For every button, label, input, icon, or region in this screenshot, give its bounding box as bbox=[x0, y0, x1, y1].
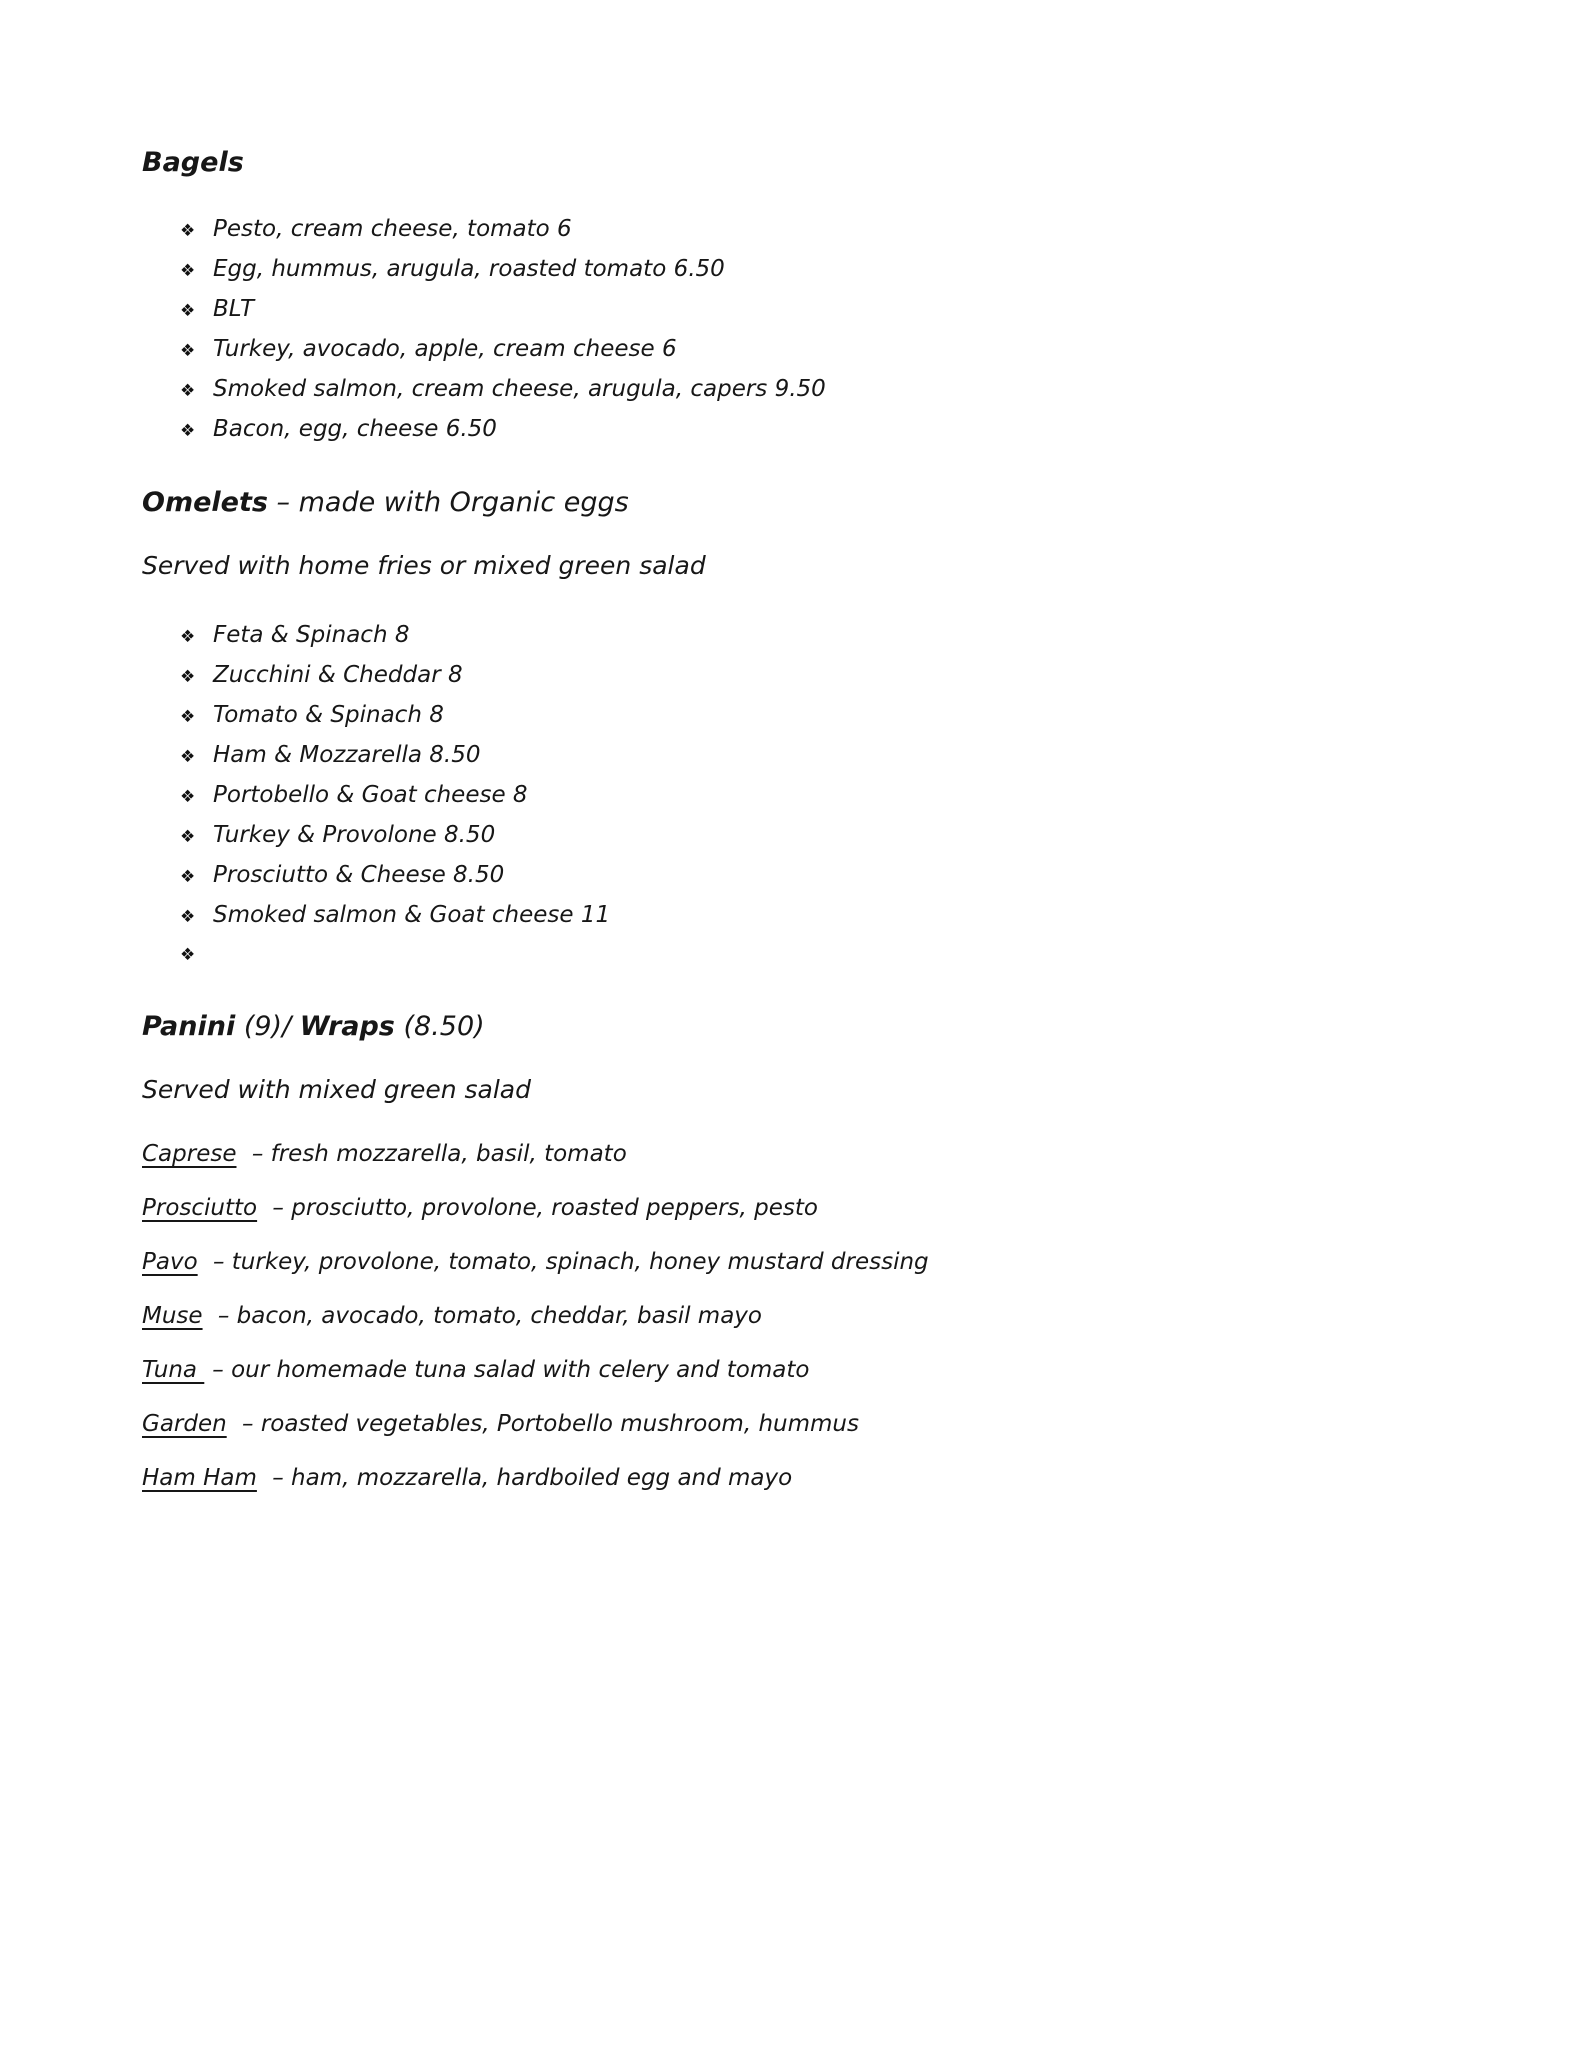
list-item bbox=[180, 616, 1452, 656]
diamond-bullet-icon: ❖ bbox=[180, 341, 196, 361]
list-item bbox=[180, 696, 1452, 736]
entry-name: Ham Ham bbox=[142, 1465, 257, 1491]
entry-desc: – our homemade tuna salad with celery and tomato bbox=[212, 1357, 810, 1383]
omelets-title bbox=[142, 486, 1452, 520]
entry-name: Garden bbox=[142, 1411, 227, 1437]
diamond-bullet-icon: ❖ bbox=[180, 381, 196, 401]
bagels-title: Bagels bbox=[142, 147, 244, 178]
panini-title bbox=[142, 1010, 1452, 1044]
entry-desc: – fresh mozzarella, basil, tomato bbox=[251, 1141, 627, 1167]
omelets-note: Served with home fries or mixed green salad bbox=[142, 551, 706, 580]
list-item bbox=[180, 856, 1452, 896]
diamond-bullet-icon: ❖ bbox=[180, 221, 196, 241]
omelets-title-word: Omelets bbox=[142, 487, 268, 518]
item-text: Portobello & Goat cheese 8 bbox=[213, 782, 528, 808]
item-text: Feta & Spinach 8 bbox=[213, 622, 410, 648]
omelets-title-suffix: – made with Organic eggs bbox=[267, 487, 629, 518]
diamond-bullet-icon: ❖ bbox=[180, 867, 196, 887]
diamond-bullet-icon: ❖ bbox=[180, 627, 196, 647]
item-text: Ham & Mozzarella 8.50 bbox=[213, 742, 481, 768]
item-text: Prosciutto & Cheese 8.50 bbox=[213, 862, 505, 888]
item-text: Egg, hummus, arugula, roasted tomato 6.50 bbox=[213, 256, 725, 282]
list-item bbox=[180, 656, 1452, 696]
list-item bbox=[180, 936, 1452, 974]
diamond-bullet-icon: ❖ bbox=[180, 787, 196, 807]
list-item bbox=[180, 896, 1452, 936]
wraps-title-word: Wraps bbox=[299, 1011, 395, 1042]
diamond-bullet-icon: ❖ bbox=[180, 667, 196, 687]
list-item bbox=[180, 410, 1452, 450]
entry-desc: – roasted vegetables, Portobello mushroom, hummus bbox=[242, 1411, 859, 1437]
item-text: Zucchini & Cheddar 8 bbox=[213, 662, 463, 688]
item-text: Tomato & Spinach 8 bbox=[213, 702, 444, 728]
section-panini-wraps bbox=[142, 1010, 1452, 1493]
list-item bbox=[180, 210, 1452, 250]
item-text: Turkey & Provolone 8.50 bbox=[213, 822, 496, 848]
list-item bbox=[180, 250, 1452, 290]
entry-garden bbox=[142, 1410, 1452, 1439]
diamond-bullet-icon: ❖ bbox=[180, 827, 196, 847]
omelets-list bbox=[180, 616, 1452, 974]
panini-note: Served with mixed green salad bbox=[142, 1075, 531, 1104]
section-bagels bbox=[142, 146, 1452, 450]
entry-ham-ham bbox=[142, 1464, 1452, 1493]
entry-name: Pavo bbox=[142, 1249, 198, 1275]
diamond-bullet-icon: ❖ bbox=[180, 707, 196, 727]
entry-desc: – ham, mozzarella, hardboiled egg and mayo bbox=[272, 1465, 793, 1491]
item-text: BLT bbox=[213, 296, 255, 322]
entry-desc: – prosciutto, provolone, roasted peppers, pesto bbox=[272, 1195, 818, 1221]
list-item bbox=[180, 816, 1452, 856]
entry-name: Caprese bbox=[142, 1141, 237, 1167]
entry-tuna bbox=[142, 1356, 1452, 1385]
diamond-bullet-icon: ❖ bbox=[180, 421, 196, 441]
list-item bbox=[180, 776, 1452, 816]
item-text: Turkey, avocado, apple, cream cheese 6 bbox=[213, 336, 677, 362]
item-text: Smoked salmon, cream cheese, arugula, capers 9.50 bbox=[213, 376, 826, 402]
list-item bbox=[180, 370, 1452, 410]
diamond-bullet-icon: ❖ bbox=[180, 261, 196, 281]
diamond-bullet-icon: ❖ bbox=[180, 747, 196, 767]
entry-name: Tuna bbox=[142, 1357, 205, 1383]
entry-desc: – turkey, provolone, tomato, spinach, honey mustard dressing bbox=[212, 1249, 929, 1275]
entry-desc: – bacon, avocado, tomato, cheddar, basil mayo bbox=[217, 1303, 762, 1329]
list-item bbox=[180, 736, 1452, 776]
entry-name: Muse bbox=[142, 1303, 203, 1329]
list-item bbox=[180, 290, 1452, 330]
wraps-title-end: (8.50) bbox=[394, 1011, 485, 1042]
bagels-list bbox=[180, 210, 1452, 450]
entry-muse bbox=[142, 1302, 1452, 1331]
entry-pavo bbox=[142, 1248, 1452, 1277]
entry-caprese bbox=[142, 1140, 1452, 1169]
item-text: Pesto, cream cheese, tomato 6 bbox=[213, 216, 572, 242]
entry-prosciutto bbox=[142, 1194, 1452, 1223]
item-text: Bacon, egg, cheese 6.50 bbox=[213, 416, 497, 442]
entry-name: Prosciutto bbox=[142, 1195, 258, 1221]
item-text: Smoked salmon & Goat cheese 11 bbox=[213, 902, 611, 928]
diamond-bullet-icon: ❖ bbox=[180, 301, 196, 321]
diamond-bullet-icon: ❖ bbox=[180, 945, 196, 965]
section-omelets bbox=[142, 486, 1452, 974]
panini-title-mid: (9)/ bbox=[235, 1011, 300, 1042]
list-item bbox=[180, 330, 1452, 370]
diamond-bullet-icon: ❖ bbox=[180, 907, 196, 927]
panini-title-word: Panini bbox=[142, 1011, 236, 1042]
